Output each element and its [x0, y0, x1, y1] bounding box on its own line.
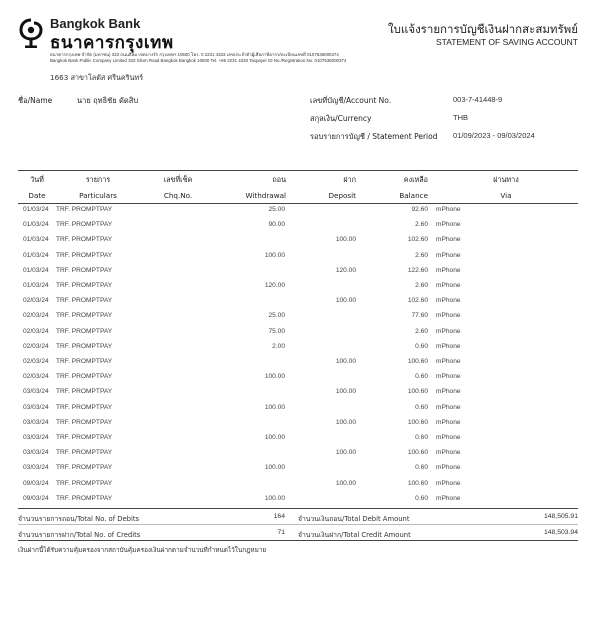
summary-mid-rule [18, 524, 578, 525]
total-credit-amount-value: 148,503.94 [543, 529, 578, 536]
col-date-th: วันที่ [30, 175, 44, 184]
row-date: 02/03/24 [23, 327, 49, 335]
row-particulars: TRF. PROMPTPAY [56, 236, 113, 244]
row-date: 01/03/24 [23, 236, 49, 244]
row-particulars: TRF. PROMPTPAY [56, 206, 113, 213]
table-row [0, 221, 594, 236]
table-row [0, 449, 594, 464]
row-withdrawal: 120.00 [264, 282, 285, 289]
row-deposit: 100.00 [335, 449, 356, 457]
row-particulars: TRF. PROMPTPAY [56, 282, 113, 289]
row-via: mPhone [436, 251, 461, 259]
row-date: 02/03/24 [23, 373, 49, 381]
row-via: mPhone [436, 342, 461, 350]
row-via: mPhone [436, 388, 461, 396]
row-withdrawal: 100.00 [264, 403, 285, 411]
bank-address-th: ธนาคารกรุงเทพ จำกัด (มหาชน) 333 ถนนสีลม เขตบางรัก กรุงเทพฯ 10500 โทร. 0 2231 4333 เลขประจำตัวผู้เสียภาษีอากร/ทะเบียนเลขที่ 0107536000374 [50, 52, 339, 57]
col-chq-th: เลขที่เช็ค [163, 175, 193, 184]
row-date: 01/03/24 [23, 251, 49, 259]
row-via: mPhone [436, 266, 461, 274]
col-balance-en: Balance [399, 191, 428, 200]
row-date: 03/03/24 [23, 418, 49, 426]
row-date: 01/03/24 [23, 206, 49, 213]
row-withdrawal: 25.00 [268, 312, 285, 320]
total-debit-amount-label: จำนวนเงินถอน/Total Debit Amount [298, 515, 410, 523]
row-via: mPhone [436, 373, 461, 381]
col-via-th: ผ่านทาง [493, 175, 519, 184]
row-withdrawal: 100.00 [264, 251, 285, 259]
col-deposit-en: Deposit [328, 191, 356, 200]
row-date: 03/03/24 [23, 388, 49, 396]
row-particulars: TRF. PROMPTPAY [56, 449, 113, 457]
table-row [0, 312, 594, 327]
table-row [0, 434, 594, 449]
row-particulars: TRF. PROMPTPAY [56, 251, 113, 259]
col-date-en: Date [28, 191, 46, 200]
row-particulars: TRF. PROMPTPAY [56, 266, 113, 274]
table-top-rule [18, 170, 578, 171]
table-row [0, 206, 594, 221]
row-balance: 77.60 [411, 312, 428, 320]
row-withdrawal: 100.00 [264, 373, 285, 381]
row-date: 09/03/24 [23, 479, 49, 487]
row-particulars: TRF. PROMPTPAY [56, 358, 113, 365]
table-header-rule [18, 203, 578, 204]
row-via: mPhone [436, 434, 461, 441]
row-via: mPhone [436, 221, 461, 229]
row-balance: 0.60 [415, 373, 428, 381]
row-withdrawal: 2.00 [272, 342, 285, 350]
row-particulars: TRF. PROMPTPAY [56, 297, 113, 305]
col-via-en: Via [500, 191, 512, 200]
row-deposit: 100.00 [335, 236, 356, 244]
col-withdrawal-th: ถอน [272, 175, 286, 184]
row-date: 02/03/24 [23, 297, 49, 305]
total-debits-label: จำนวนรายการถอน/Total No. of Debits [18, 515, 140, 523]
row-via: mPhone [436, 403, 461, 411]
row-via: mPhone [436, 327, 461, 335]
row-date: 02/03/24 [23, 312, 49, 320]
row-balance: 0.60 [415, 342, 428, 350]
row-date: 09/03/24 [23, 494, 49, 502]
row-particulars: TRF. PROMPTPAY [56, 312, 113, 320]
table-row [0, 373, 594, 388]
table-row [0, 252, 594, 267]
account-number-label: เลขที่บัญชี/Account No. [310, 96, 392, 105]
row-date: 03/03/24 [23, 403, 49, 411]
row-withdrawal: 100.00 [264, 434, 285, 441]
row-balance: 100.60 [407, 418, 428, 426]
account-number-value: 003-7-41448-9 [453, 95, 503, 104]
row-date: 01/03/24 [23, 282, 49, 289]
statement-title-en: STATEMENT OF SAVING ACCOUNT [436, 37, 578, 47]
row-balance: 100.60 [407, 358, 428, 365]
row-deposit: 100.00 [335, 358, 356, 365]
row-particulars: TRF. PROMPTPAY [56, 342, 113, 350]
row-balance: 2.60 [415, 327, 428, 335]
currency-value: THB [453, 113, 468, 122]
row-via: mPhone [436, 418, 461, 426]
row-deposit: 100.00 [335, 479, 356, 487]
row-date: 01/03/24 [23, 221, 49, 229]
row-via: mPhone [436, 282, 461, 289]
row-particulars: TRF. PROMPTPAY [56, 327, 113, 335]
row-via: mPhone [436, 464, 461, 472]
row-particulars: TRF. PROMPTPAY [56, 403, 113, 411]
row-date: 01/03/24 [23, 266, 49, 274]
col-withdrawal-en: Withdrawal [245, 191, 286, 200]
row-particulars: TRF. PROMPTPAY [56, 434, 113, 441]
row-date: 03/03/24 [23, 449, 49, 457]
row-date: 03/03/24 [23, 464, 49, 472]
row-particulars: TRF. PROMPTPAY [56, 494, 113, 502]
col-deposit-th: ฝาก [343, 175, 356, 184]
row-balance: 2.60 [415, 251, 428, 259]
row-deposit: 120.00 [335, 266, 356, 274]
total-credits-label: จำนวนรายการฝาก/Total No. of Credits [18, 531, 141, 539]
col-chq-en: Chq.No. [163, 191, 193, 200]
row-balance: 0.60 [415, 434, 428, 441]
deposit-protection-note: เงินฝากนี้ได้รับความคุ้มครองจากสถาบันคุ้มครองเงินฝากตามจำนวนที่กำหนดไว้ในกฎหมาย [18, 546, 267, 554]
statement-title-th: ใบแจ้งรายการบัญชีเงินฝากสะสมทรัพย์ [388, 22, 578, 36]
row-particulars: TRF. PROMPTPAY [56, 388, 113, 396]
row-withdrawal: 75.00 [268, 327, 285, 335]
total-debits-value: 164 [273, 513, 285, 520]
row-balance: 102.60 [407, 297, 428, 305]
total-credits-value: 71 [277, 529, 285, 536]
table-row [0, 480, 594, 495]
row-particulars: TRF. PROMPTPAY [56, 464, 113, 472]
bank-logo-icon [18, 18, 44, 48]
row-via: mPhone [436, 206, 461, 213]
col-particulars-en: Particulars [79, 191, 117, 200]
table-row [0, 328, 594, 343]
table-row [0, 282, 594, 297]
bank-name-en: Bangkok Bank [50, 16, 141, 31]
row-via: mPhone [436, 449, 461, 457]
row-withdrawal: 100.00 [264, 464, 285, 472]
row-balance: 0.60 [415, 403, 428, 411]
row-deposit: 100.00 [335, 388, 356, 396]
table-row [0, 267, 594, 282]
row-withdrawal: 100.00 [264, 494, 285, 502]
row-balance: 102.60 [407, 236, 428, 244]
row-balance: 100.60 [407, 388, 428, 396]
summary-bottom-rule [18, 540, 578, 541]
row-via: mPhone [436, 358, 461, 365]
statement-period-value: 01/09/2023 - 09/03/2024 [453, 131, 535, 140]
total-credit-amount-label: จำนวนเงินฝาก/Total Credit Amount [298, 531, 411, 539]
row-date: 02/03/24 [23, 342, 49, 350]
row-withdrawal: 25.00 [268, 206, 285, 213]
row-via: mPhone [436, 479, 461, 487]
bank-address-en: Bangkok Bank Public Company Limited 333 Silom Road Bangkok Bangkok 10500 Tel. +66 2231 4333 Taxpayer ID No./Registration No. 0107536000374 [50, 58, 347, 63]
account-name-label: ชื่อ/Name [18, 96, 53, 105]
row-via: mPhone [436, 236, 461, 244]
row-via: mPhone [436, 494, 461, 502]
row-balance: 100.60 [407, 449, 428, 457]
bank-name-th: ธนาคารกรุงเทพ [50, 33, 174, 53]
table-row [0, 388, 594, 403]
table-row [0, 404, 594, 419]
row-deposit: 100.00 [335, 418, 356, 426]
account-name-value: นาย ฤทธิชัย ดัดสิบ [77, 96, 139, 105]
table-row [0, 297, 594, 312]
total-debit-amount-value: 148,505.91 [543, 513, 578, 520]
row-date: 02/03/24 [23, 358, 49, 365]
col-particulars-th: รายการ [85, 175, 111, 184]
currency-label: สกุลเงิน/Currency [310, 114, 372, 123]
row-balance: 122.60 [407, 266, 428, 274]
row-balance: 0.60 [415, 464, 428, 472]
row-particulars: TRF. PROMPTPAY [56, 221, 113, 229]
table-row [0, 419, 594, 434]
row-particulars: TRF. PROMPTPAY [56, 418, 113, 426]
table-row [0, 236, 594, 251]
row-withdrawal: 90.00 [268, 221, 285, 229]
summary-top-rule [18, 508, 578, 509]
table-row [0, 358, 594, 373]
branch-name: 1663 สาขาโลตัส ศรีนครินทร์ [50, 73, 144, 82]
row-particulars: TRF. PROMPTPAY [56, 479, 113, 487]
row-via: mPhone [436, 297, 461, 305]
statement-period-label: รอบรายการบัญชี / Statement Period [310, 132, 438, 141]
row-deposit: 100.00 [335, 297, 356, 305]
row-balance: 2.60 [415, 282, 428, 289]
row-balance: 0.60 [415, 494, 428, 502]
row-balance: 2.60 [415, 221, 428, 229]
row-via: mPhone [436, 312, 461, 320]
row-particulars: TRF. PROMPTPAY [56, 373, 113, 381]
row-balance: 100.60 [407, 479, 428, 487]
row-date: 03/03/24 [23, 434, 49, 441]
table-row [0, 464, 594, 479]
row-balance: 92.60 [411, 206, 428, 213]
col-balance-th: คงเหลือ [403, 175, 428, 184]
table-row [0, 343, 594, 358]
